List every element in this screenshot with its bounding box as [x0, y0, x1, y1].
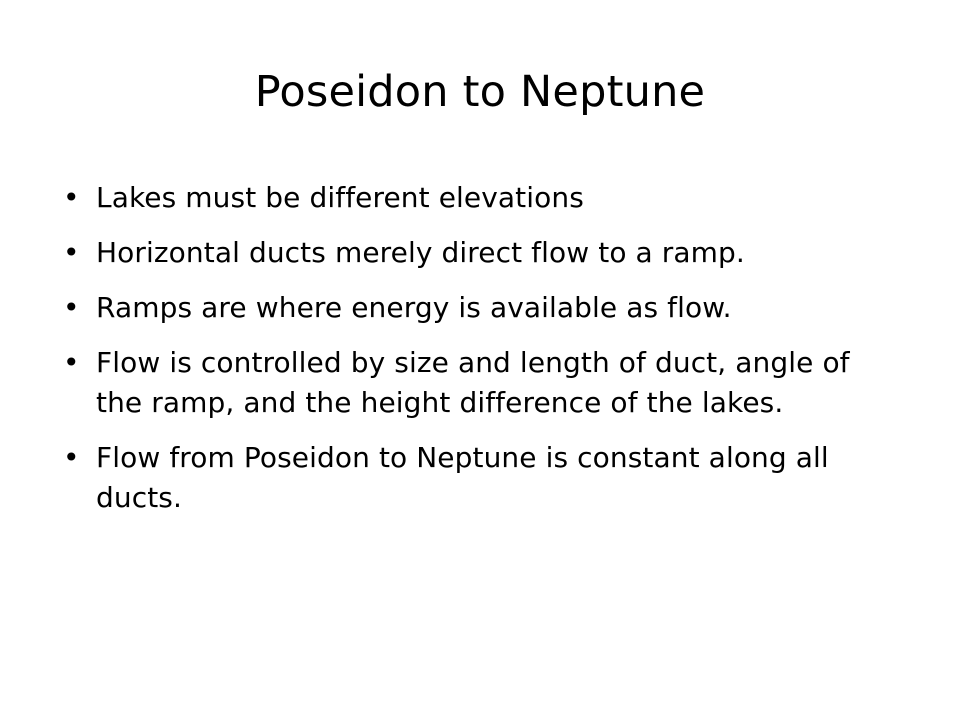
- slide-title: Poseidon to Neptune: [254, 67, 706, 117]
- bullet-text: Lakes must be different elevations: [96, 181, 584, 214]
- bullet-text: Ramps are where energy is available as flow.: [96, 291, 732, 324]
- bullet-list: [63, 178, 896, 533]
- bullet-item: [63, 233, 896, 273]
- bullet-marker: •: [63, 236, 80, 269]
- bullet-marker: •: [63, 346, 80, 379]
- bullet-text: Horizontal ducts merely direct flow to a ramp.: [96, 236, 745, 269]
- bullet-marker: •: [63, 181, 80, 214]
- bullet-marker: •: [63, 441, 80, 474]
- bullet-text: Flow from Poseidon to Neptune is constant along all ducts.: [96, 441, 829, 514]
- bullet-item: [63, 343, 896, 423]
- bullet-item: [63, 438, 896, 518]
- bullet-item: [63, 288, 896, 328]
- bullet-marker: •: [63, 291, 80, 324]
- bullet-item: [63, 178, 896, 218]
- bullet-text: Flow is controlled by size and length of duct, angle of the ramp, and the height difference of the lakes.: [96, 346, 850, 419]
